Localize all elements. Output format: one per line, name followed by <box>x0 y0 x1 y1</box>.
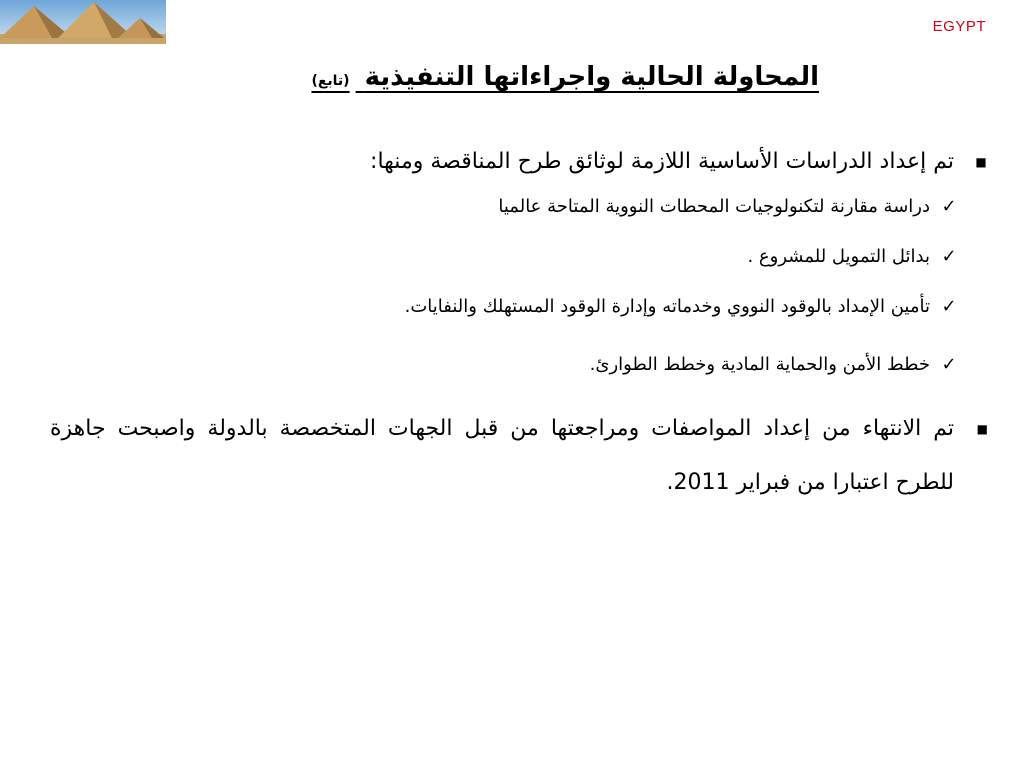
slide-content <box>50 142 988 510</box>
country-label: EGYPT <box>932 18 986 35</box>
sub-item <box>50 232 988 282</box>
slide-title <box>311 62 819 92</box>
sub-item <box>50 182 988 232</box>
sub-list <box>50 182 988 390</box>
bullet-item <box>50 142 988 182</box>
pyramids-logo <box>0 0 166 44</box>
sub-item <box>50 340 988 390</box>
slide-title-text: المحاولة الحالية واجراءاتها التنفيذية <box>364 62 819 92</box>
checkmark-icon: ✓ <box>941 246 957 267</box>
sub-item-text: بدائل التمويل للمشروع . <box>747 246 930 267</box>
sub-item-text: دراسة مقارنة لتكنولوجيات المحطات النووية المتاحة عالميا <box>498 196 930 217</box>
checkmark-icon: ✓ <box>941 296 957 317</box>
square-bullet-icon: ■ <box>975 155 987 169</box>
bullet-text: تم إعداد الدراسات الأساسية اللازمة لوثائق طرح المناقصة ومنها: <box>370 149 954 174</box>
sub-item-text: خطط الأمن والحماية المادية وخطط الطوارئ. <box>589 354 930 375</box>
bullet-item <box>50 402 988 510</box>
sub-item <box>50 282 988 332</box>
slide-title-suffix: (تابع) <box>311 73 350 89</box>
checkmark-icon: ✓ <box>941 196 957 217</box>
checkmark-icon: ✓ <box>941 354 957 375</box>
pyramids-icon <box>0 0 166 44</box>
square-bullet-icon: ■ <box>976 422 988 436</box>
sub-item-text: تأمين الإمداد بالوقود النووي وخدماته وإدارة الوقود المستهلك والنفايات. <box>404 296 930 317</box>
bullet-text: تم الانتهاء من إعداد المواصفات ومراجعتها من قبل الجهات المتخصصة بالدولة واصبحت جاهزة للطرح اعتبارا من فبراير 2011. <box>50 416 954 495</box>
